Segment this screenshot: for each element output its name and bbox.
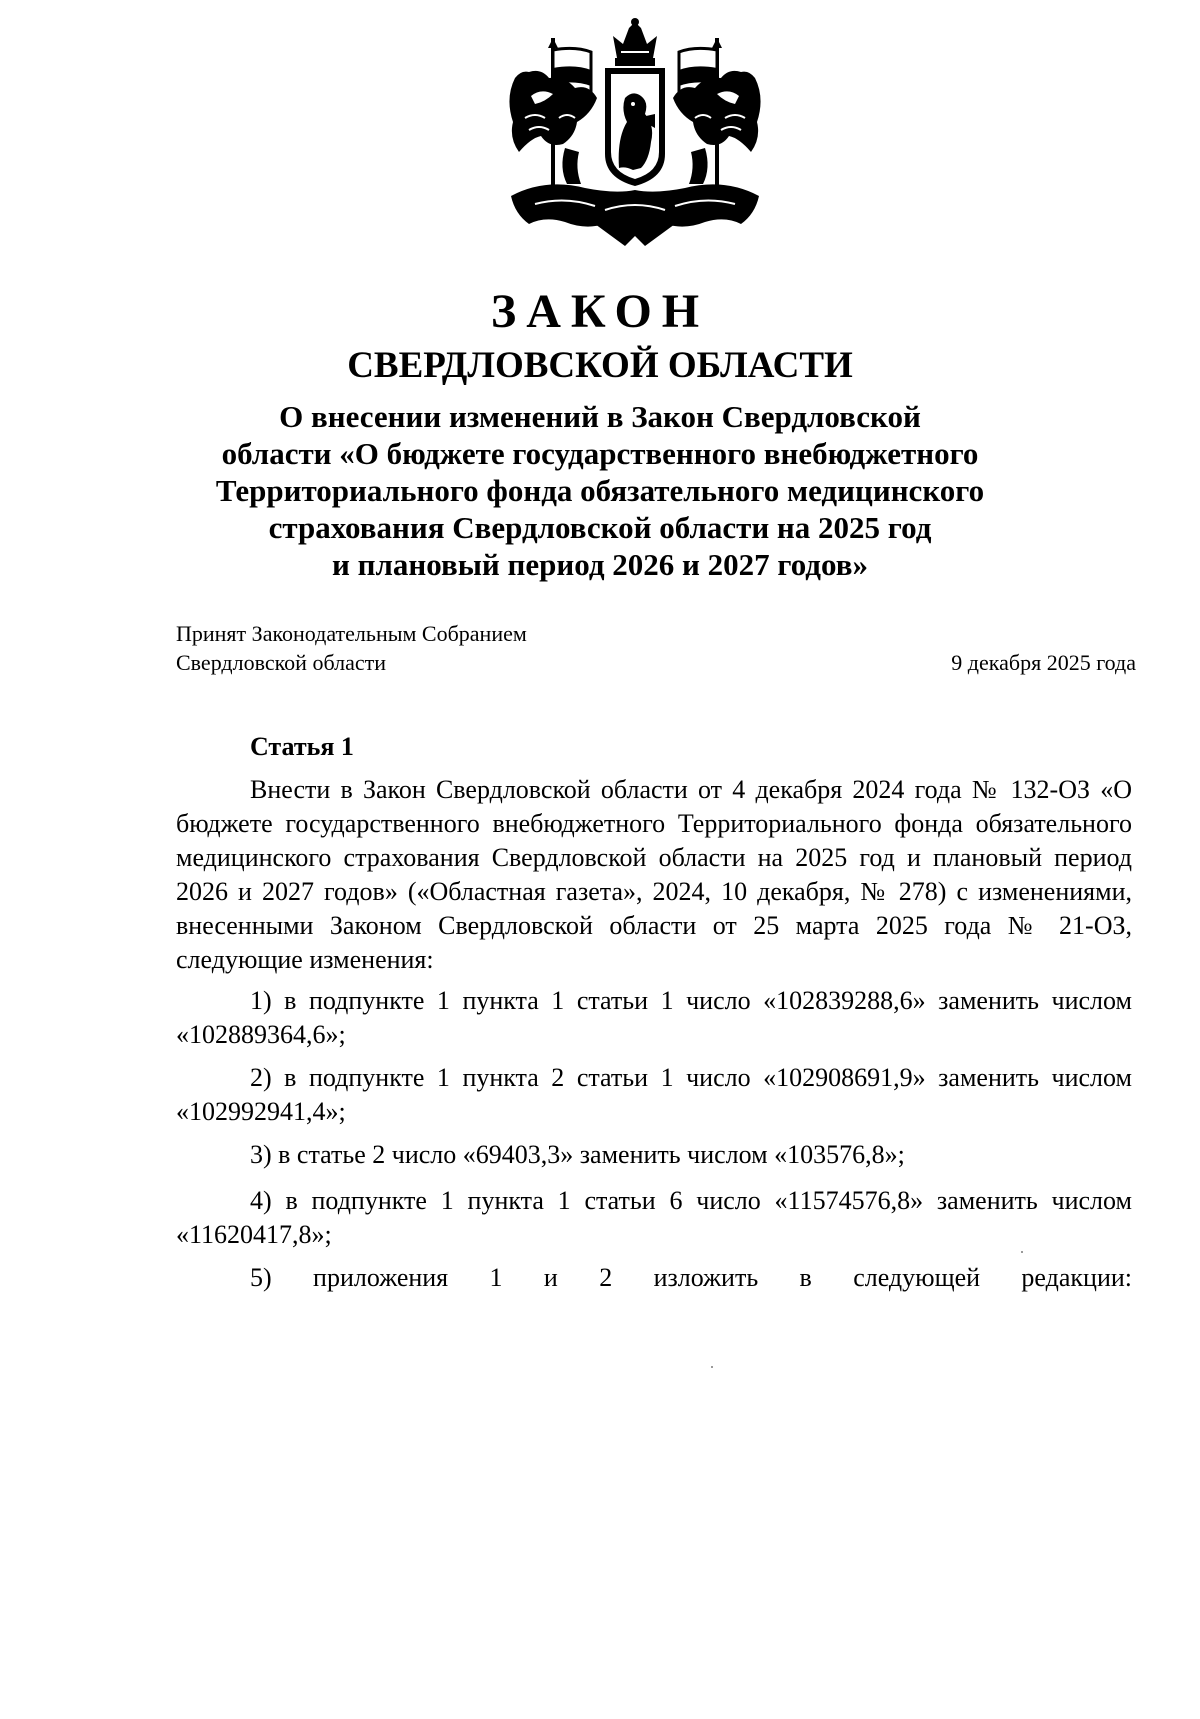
- adoption-date: 9 декабря 2025 года: [951, 650, 1136, 675]
- adoption-line: Свердловской области: [176, 650, 386, 675]
- crown-icon: [613, 18, 657, 66]
- article-intro-paragraph: Внести в Закон Свердловской области от 4 декабря 2024 года № 132-ОЗ «О бюджете государственного внебюджетного Территориального фонда обязательного медицинского страхования Свердловской области на 2025 год и плановый период 2026 и 2027 годов» («Областная газета», 2024, 10 декабря, № 278) с изменениями, внесенными Законом Свердловской области от 25 марта 2025 года № 21-ОЗ, следующие изменения:: [176, 775, 1132, 974]
- law-description-line: страхования Свердловской области на 2025 год: [268, 510, 932, 545]
- amendment-item: 2) в подпункте 1 пункта 2 статьи 1 число «102908691,9» заменить числом «102992941,4»;: [176, 1063, 1132, 1126]
- law-description: [200, 398, 1000, 583]
- article-heading: Статья 1: [250, 732, 354, 761]
- amendment-item: 1) в подпункте 1 пункта 1 статьи 1 число «102839288,6» заменить числом «102889364,6»;: [176, 986, 1132, 1049]
- law-description-line: Территориального фонда обязательного медицинского: [215, 473, 985, 508]
- scan-speck: [1021, 1251, 1023, 1253]
- law-description-line: области «О бюджете государственного внебюджетного: [221, 436, 979, 471]
- shield-icon: [605, 68, 665, 186]
- law-description-line: и плановый период 2026 и 2027 годов»: [332, 547, 868, 582]
- document-subtitle: СВЕРДЛОВСКОЙ ОБЛАСТИ: [347, 345, 853, 386]
- amendment-item: 3) в статье 2 число «69403,3» заменить числом «103576,8»;: [250, 1140, 905, 1169]
- amendment-item: 5) приложения 1 и 2 изложить в следующей редакции:: [250, 1263, 1132, 1292]
- adoption-line: Принят Законодательным Собранием: [176, 621, 527, 646]
- adoption-block: [176, 619, 1136, 677]
- coat-of-arms-emblem: [505, 18, 765, 250]
- scan-speck: [711, 1366, 713, 1368]
- amendment-item: 4) в подпункте 1 пункта 1 статьи 6 число «11574576,8» заменить числом «11620417,8»;: [176, 1186, 1132, 1249]
- document-title: ЗАКОН: [490, 285, 710, 338]
- ribbon-base-icon: [511, 184, 759, 246]
- law-description-line: О внесении изменений в Закон Свердловской: [279, 399, 921, 434]
